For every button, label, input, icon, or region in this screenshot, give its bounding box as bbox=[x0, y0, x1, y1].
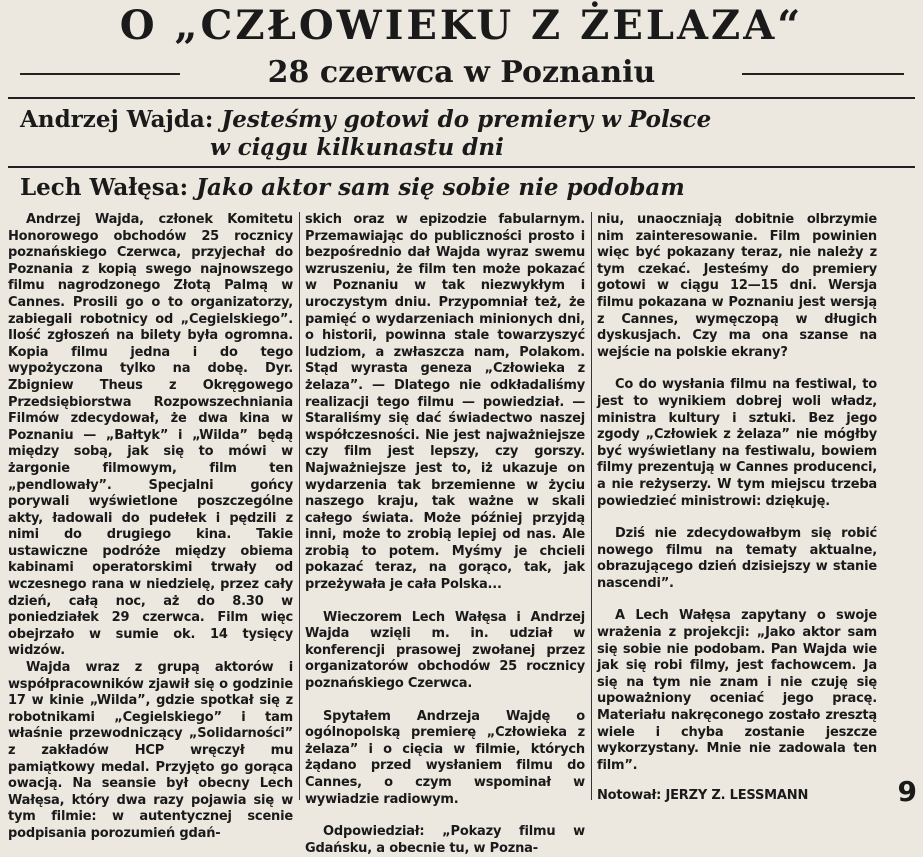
paragraph: niu, unaoczniają dobitnie olbrzymie nim zainteresowanie. Film powinien więc być pokazany teraz, nie należy z tym czekać. Jesteśmy do premiery gotowi w ciągu 12—15 dni. Wersja filmu pokazana w Poznaniu jest wersją z Cannes, wymęczopą w długich dyskusjach. Czy ma ona szanse na wejście na polskie ekrany? bbox=[597, 212, 877, 360]
headline-wajda-quote-line2: w ciągu kilkunastu dni bbox=[210, 134, 504, 161]
article-column-3 bbox=[597, 212, 877, 804]
paragraph: Wajda wraz z grupą aktorów i współpracowników zjawił się o godzinie 17 w kinie „Wilda”, gdzie spotkał się z robotnikami „Cegielskiego” i tam właśnie przewodniczący „Solidarności” z zakładów HCP wręczył mu pamiątkowy medal. Przyjęto go gorąca owacją. Na seansie był obecny Lech Wałęsa, który dwa razy pojawia się w tym filmie: w autentycznej scenie podpisania porozumień gdań- bbox=[8, 660, 293, 841]
headline-wajda-name: Andrzej Wajda: bbox=[20, 106, 214, 133]
page-number: 9 bbox=[897, 775, 917, 808]
paragraph: A Lech Wałęsa zapytany o swoje wrażenia z projekcji: „Jako aktor sam się sobie nie podobam. Pan Wajda wie jak się robi filmy, jest fachowcem. Ja się na tym nie znam i nie czuję się upoważniony oceniać jego pracę. Materiału nakręconego zostało zresztą wiele i chyba zostanie jeszcze wykorzystany. Mnie nie zadowala ten film”. bbox=[597, 608, 877, 773]
column-divider bbox=[299, 212, 300, 800]
headline-walesa bbox=[20, 174, 910, 202]
headline-wajda-line2 bbox=[210, 134, 910, 162]
header-divider bbox=[8, 97, 915, 99]
paragraph: Wieczorem Lech Wałęsa i Andrzej Wajda wzięli m. in. udział w konferencji prasowej zwołanej przez organizatorów obchodów 25 rocznicy poznańskiego Czerwca. bbox=[305, 609, 585, 692]
paragraph: skich oraz w epizodzie fabularnym. Przemawiając do publiczności prosto i bezpośrednio dał Wajda wyraz swemu wzruszeniu, że film ten może pokazać w Poznaniu w tak niezwykłym i uroczystym dniu. Przypomniał też, że pamięć o wydarzeniach minionych dni, o historii, powinna stale towarzyszyć ludziom, a zwłaszcza nam, Polakom. Stąd wyrasta geneza „Człowieka z żelaza”. — Dlatego nie odkładaliśmy realizacji tego filmu — powiedział. — Staraliśmy się dać świadectwo naszej współczesności. Nie jest najważniejsze czy film jest lepszy, czy gorszy. Najważniejsze jest to, iż ukazuje on wydarzenia tak brzemienne w życiu naszego kraju, tak ważne w skali całego świata. Może później przyjdą inni, może to zrobią lepiej od nas. Ale zrobią to potem. Myśmy je chcieli pokazać teraz, na gorąco, tak, jak przeżywała je cała Polska... bbox=[305, 212, 585, 593]
paragraph: Odpowiedział: „Pokazy filmu w Gdańsku, a obecnie tu, w Pozna- bbox=[305, 824, 585, 856]
page-subtitle: 28 czerwca w Poznaniu bbox=[267, 55, 656, 90]
headline-divider bbox=[8, 166, 915, 168]
paragraph: Spytałem Andrzeja Wajdę o ogólnopolską premierę „Człowieka z żelaza” i o cięcia w filmie, których żądano przed wysłaniem filmu do Cannes, o czym wspominał w wywiadzie radiowym. bbox=[305, 708, 585, 807]
headline-walesa-quote: Jako aktor sam się sobie nie podobam bbox=[196, 174, 685, 201]
paragraph: Co do wysłania filmu na festiwal, to jest to wynikiem dobrej woli władz, ministra kultury i sztuki. Bez jego zgody „Człowiek z żelaza” nie mógłby być wyświetlany na festiwalu, bowiem filmy prezentują w Cannes producenci, a nie reżyserzy. W tym miejscu trzeba powiedzieć ministrowi: dziękuję. bbox=[597, 377, 877, 509]
author-signature: Notował: JERZY Z. LESSMANN bbox=[597, 788, 809, 804]
article-column-1 bbox=[8, 212, 293, 841]
paragraph: Dziś nie zdecydowałbym się robić nowego filmu na tematy aktualne, obrazującego dzień dzisiejszy w stanie nascendi”. bbox=[597, 526, 877, 591]
page-title: O „CZŁOWIEKU Z ŻELAZA“ bbox=[119, 2, 804, 49]
headline-walesa-name: Lech Wałęsa: bbox=[20, 174, 189, 201]
article-column-2 bbox=[305, 212, 585, 856]
column-divider bbox=[591, 212, 592, 800]
headline-wajda-quote-line1: Jesteśmy gotowi do premiery w Polsce bbox=[221, 106, 712, 133]
paragraph: Andrzej Wajda, członek Komitetu Honorowego obchodów 25 rocznicy poznańskiego Czerwca, przyjechał do Poznania z kopią swego najnowszego filmu nagrodzonego Złotą Palmą w Cannes. Prosili go o to organizatorzy, zabiegali robotnicy od „Cegielskiego”. Ilość zgłoszeń na bilety była ogromna. Kopia filmu jedna i do tego wypożyczona tylko na dobę. Dyr. Zbigniew Theus z Okręgowego Przedsiębiorstwa Rozpowszechniania Filmów zdecydował, że dwa kina w Poznaniu — „Bałtyk” i „Wilda” będą między sobą, jak się to mówi w żargonie filmowym, film ten „pendlowały”. Specjalni gońcy porywali wyświetlone poszczególne akty, ładowali do pudełek i pędzili z nimi do drugiego kina. Takie ustawiczne podróże między obiema kabinami operatorskimi trwały od wczesnego rana w niedzielę, przez cały dzień, całą noc, aż do 8.30 w poniedziałek 29 czerwca. Film więc obejrzało w sumie ok. 14 tysięcy widzów. bbox=[8, 212, 293, 659]
headline-wajda bbox=[20, 106, 910, 134]
